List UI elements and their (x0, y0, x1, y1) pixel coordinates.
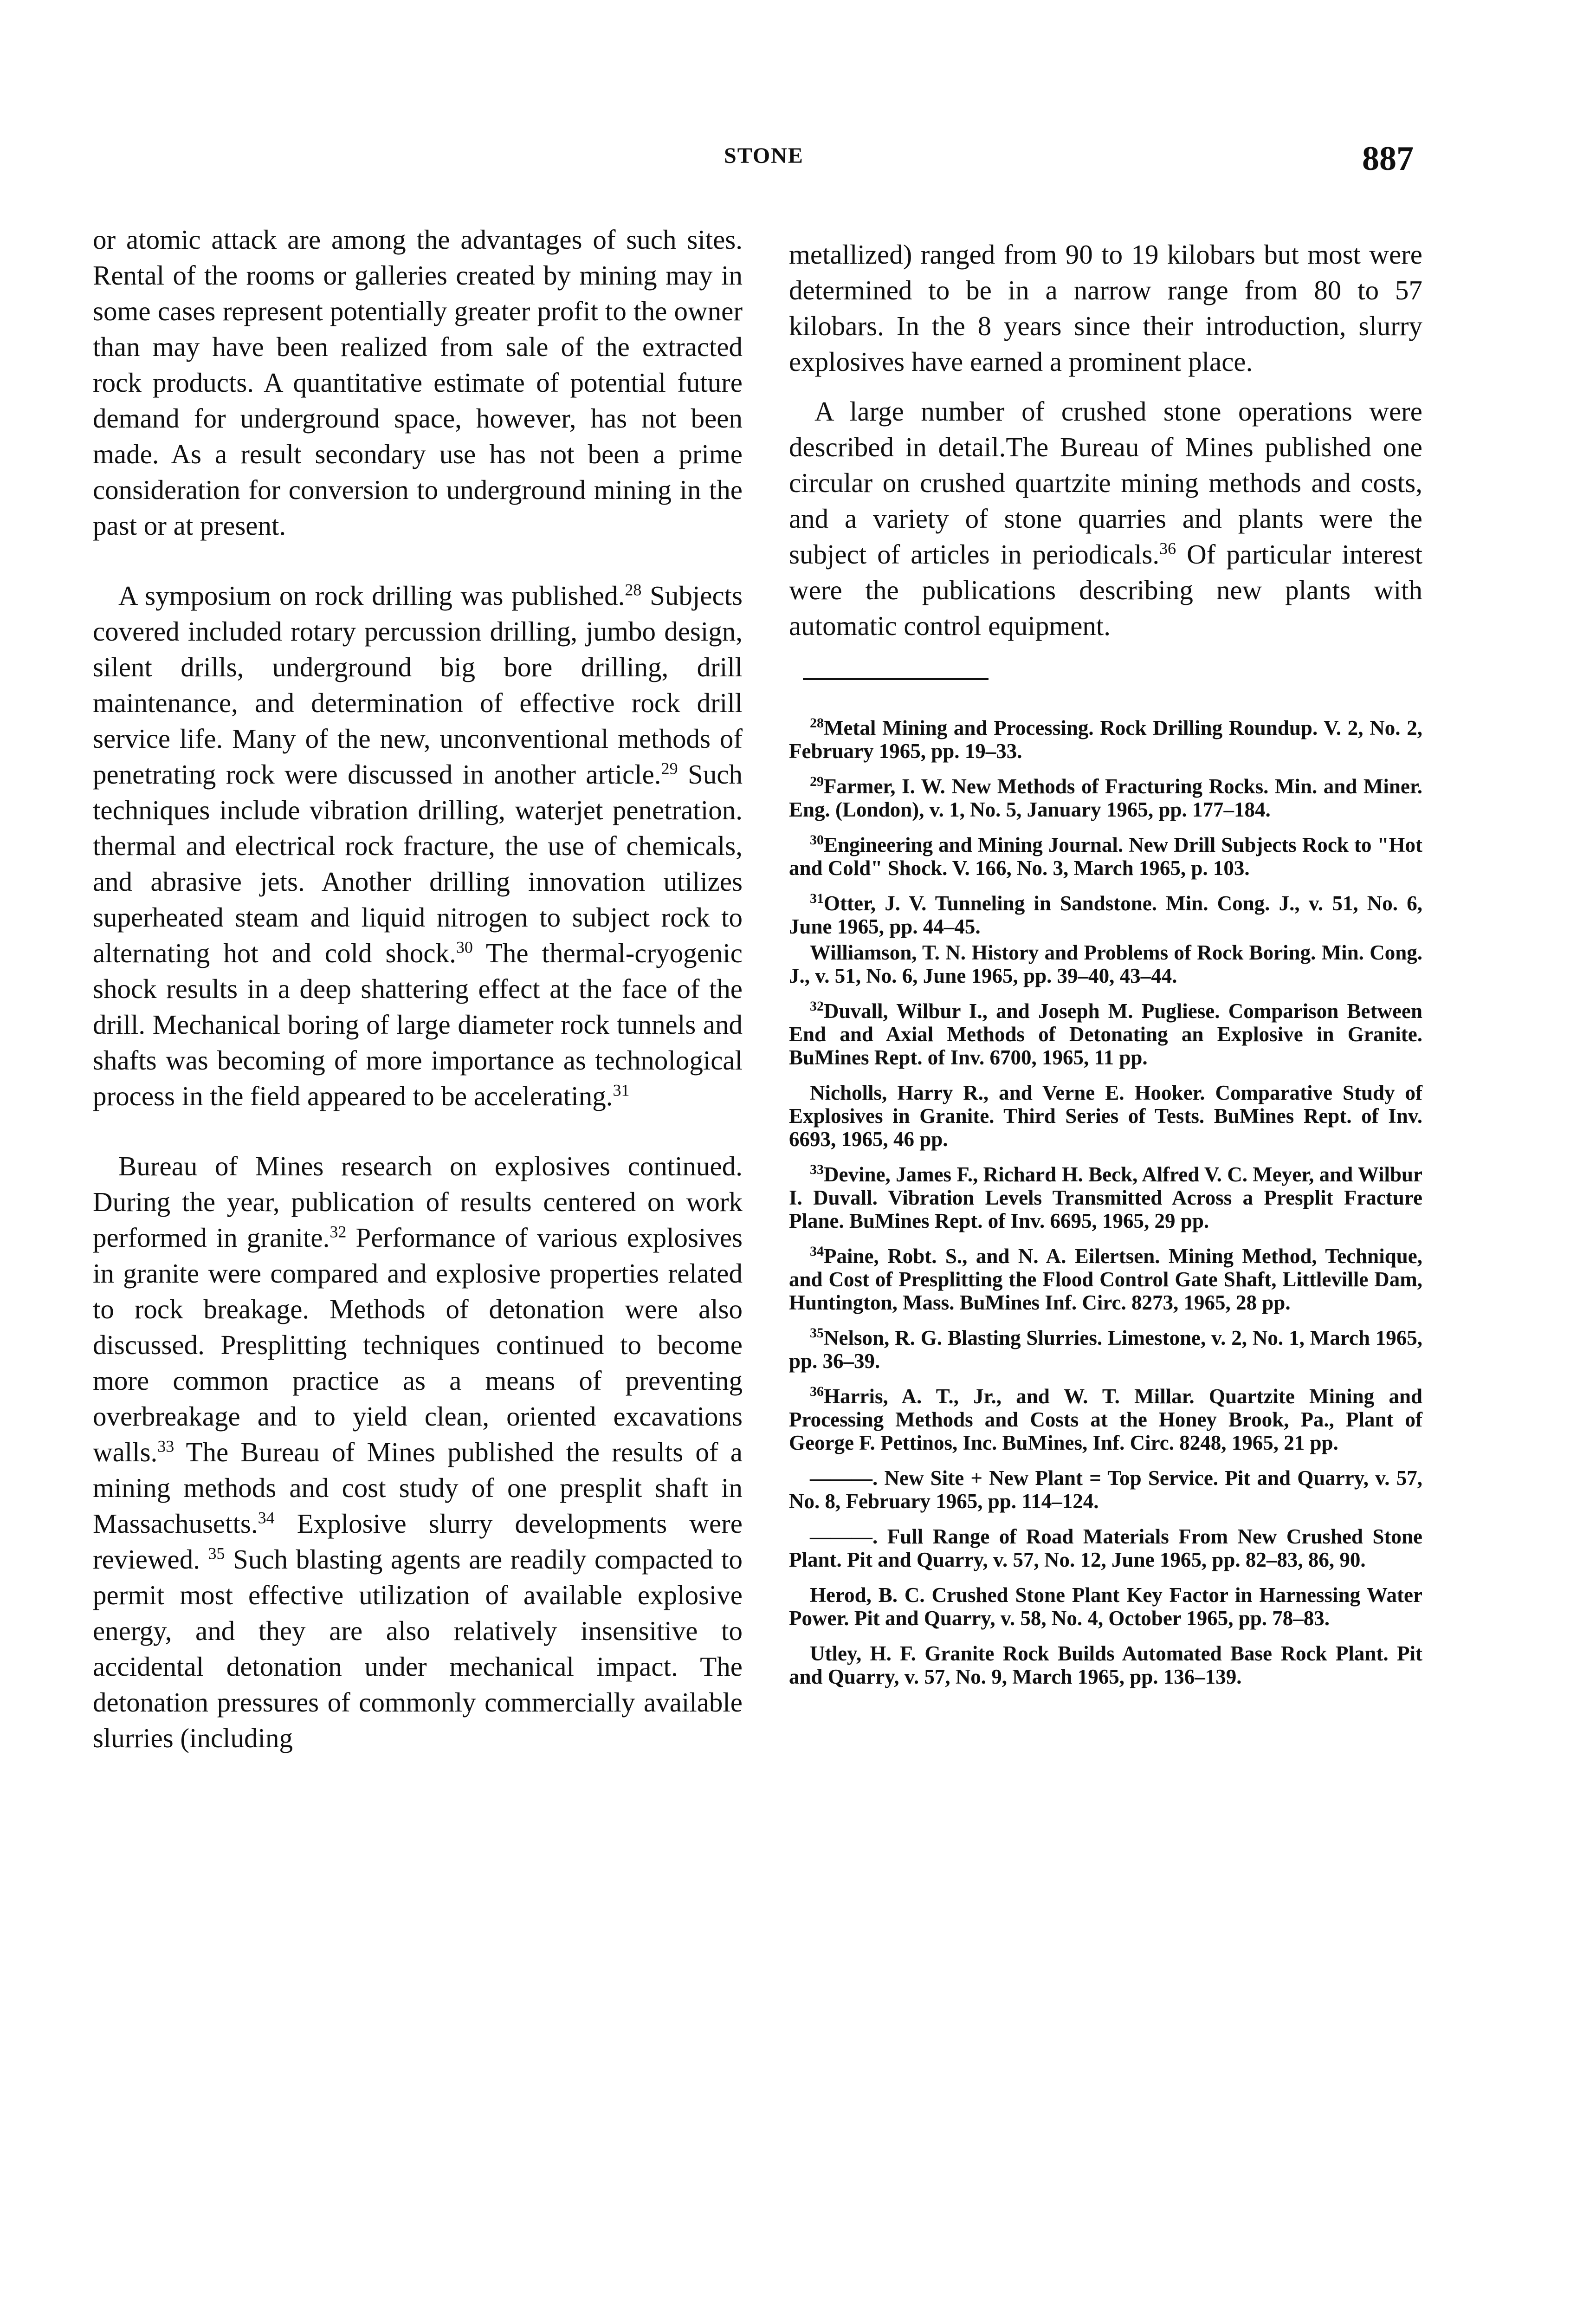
footnote-number: 28 (810, 715, 824, 731)
footnote-number: 32 (810, 998, 824, 1014)
page-title: STONE (724, 143, 804, 168)
paragraph-text: A large number of crushed stone operations were described in detail.The Bureau of Mines published one circular on crushed quartzite mining methods and costs, and a variety of stone quarries and plants were the subject of articles in periodicals. (789, 396, 1422, 570)
running-header (0, 139, 1596, 176)
body-paragraph: metallized) ranged from 90 to 19 kilobars but most were determined to be in a narrow range from 80 to 57 kilobars. In the 8 years since their introduction, slurry explosives have earned a prominent place. (789, 239, 1422, 377)
footnote (789, 1081, 1422, 1151)
footnote (789, 1466, 1422, 1513)
footnote (789, 833, 1422, 880)
paragraph-text: The Bureau of Mines published the results of a mining methods and cost study of one presplit shaft in Massachusetts. (93, 1437, 743, 1539)
paragraph-text: Such blasting agents are readily compacted to permit most effective utilization of available explosive energy, and they are also relatively insensitive to accidental detonation under mechanical impact. The detonation pressures of commonly commercially available slurries (including (93, 1544, 743, 1753)
footnote-divider (803, 678, 989, 680)
footnote-text: Paine, Robt. S., and N. A. Eilertsen. Mining Method, Technique, and Cost of Presplitting the Flood Control Gate Shaft, Littleville Dam, Huntington, Mass. BuMines Inf. Circ. 8273, 1965, 28 pp. (789, 1245, 1422, 1314)
footnote (789, 1385, 1422, 1454)
footnote-reference: 35 (208, 1544, 225, 1563)
footnote-text: Harris, A. T., Jr., and W. T. Millar. Quartzite Mining and Processing Methods and Costs at the Honey Brook, Pa., Plant of George F. Pettinos, Inc. BuMines, Inf. Circ. 8248, 1965, 21 pp. (789, 1385, 1422, 1454)
footnote-reference: 32 (330, 1222, 347, 1241)
footnote-reference: 30 (456, 938, 473, 957)
footnote (789, 1163, 1422, 1232)
paragraph-text: Subjects covered included rotary percussion drilling, jumbo design, silent drills, underground big bore drilling, drill maintenance, and determination of effective rock drill service life. Many of the new, unconventional methods of penetrating rock were discussed in another article. (93, 580, 743, 790)
footnote-reference: 36 (1159, 539, 1176, 558)
footnote (789, 1525, 1422, 1571)
footnote-text: Williamson, T. N. History and Problems of Rock Boring. Min. Cong. J., v. 51, No. 6, June 1965, pp. 39–40, 43–44. (789, 941, 1422, 987)
footnote-text: Nelson, R. G. Blasting Slurries. Limestone, v. 2, No. 1, March 1965, pp. 36–39. (789, 1326, 1422, 1373)
footnote-reference: 31 (613, 1081, 630, 1100)
footnote-number: 29 (810, 774, 824, 789)
footnote (789, 1245, 1422, 1314)
footnote-number: 30 (810, 832, 824, 848)
footnote (789, 999, 1422, 1069)
body-paragraph (93, 1148, 743, 1756)
paragraph-text: Of particular interest were the publications describing new plants with automatic control equipment. (789, 539, 1422, 641)
footnote-text: Engineering and Mining Journal. New Drill Subjects Rock to "Hot and Cold" Shock. V. 166, No. 3, March 1965, p. 103. (789, 833, 1422, 880)
paragraph-text: Performance of various explosives in granite were compared and explosive properties related to rock breakage. Methods of detonation were also discussed. Presplitting techniques continued to become more common practice as a means of preventing overbreakage and to yield clean, oriented excavations walls. (93, 1222, 743, 1467)
footnote-text: Metal Mining and Processing. Rock Drilling Roundup. V. 2, No. 2, February 1965, pp. 19–33. (789, 716, 1422, 763)
footnotes-list (789, 716, 1422, 1688)
body-paragraph (93, 578, 743, 1114)
footnote-text: Utley, H. F. Granite Rock Builds Automated Base Rock Plant. Pit and Quarry, v. 57, No. 9, March 1965, pp. 136–139. (789, 1642, 1422, 1688)
footnote-text: Devine, James F., Richard H. Beck, Alfred V. C. Meyer, and Wilbur I. Duvall. Vibration Levels Transmitted Across a Presplit Fracture Plane. BuMines Rept. of Inv. 6695, 1965, 29 pp. (789, 1163, 1422, 1232)
footnote-text: Herod, B. C. Crushed Stone Plant Key Factor in Harnessing Water Power. Pit and Quarry, v. 58, No. 4, October 1965, pp. 78–83. (789, 1583, 1422, 1630)
footnote (789, 1642, 1422, 1688)
right-column (789, 237, 1422, 1700)
footnote-text: Otter, J. V. Tunneling in Sandstone. Min. Cong. J., v. 51, No. 6, June 1965, pp. 44–45. (789, 892, 1422, 938)
footnote-number: 33 (810, 1162, 824, 1177)
footnote (789, 941, 1422, 987)
body-paragraph: or atomic attack are among the advantages of such sites. Rental of the rooms or galleries created by mining may in some cases represent potentially greater profit to the owner than may have been realized from sale of the extracted rock products. A quantitative estimate of potential future demand for underground space, however, has not been made. As a result secondary use has not been a prime consideration for conversion to underground mining in the past or at present. (93, 224, 743, 541)
footnote-text: Duvall, Wilbur I., and Joseph M. Pugliese. Comparison Between End and Axial Methods of Detonating an Explosive in Granite. BuMines Rept. of Inv. 6700, 1965, 11 pp. (789, 999, 1422, 1069)
footnote-text: ———. New Site + New Plant = Top Service. Pit and Quarry, v. 57, No. 8, February 1965, pp. 114–124. (789, 1466, 1422, 1513)
footnote-reference: 28 (625, 580, 642, 599)
footnote-reference: 33 (157, 1437, 174, 1456)
paragraph-text: The thermal-cryogenic shock results in a deep shattering effect at the face of the drill. Mechanical boring of large diameter rock tunnels and shafts was becoming of more importance as technological process in the field appeared to be accelerating. (93, 938, 743, 1111)
footnote (789, 1326, 1422, 1373)
footnote (789, 1583, 1422, 1630)
footnote (789, 716, 1422, 763)
page-number: 887 (1362, 140, 1414, 178)
left-column (93, 222, 743, 1790)
paragraph-text: Explosive slurry developments were reviewed. (93, 1508, 743, 1575)
footnote-text: Farmer, I. W. New Methods of Fracturing Rocks. Min. and Miner. Eng. (London), v. 1, No. 5, January 1965, pp. 177–184. (789, 775, 1422, 821)
footnote-number: 34 (810, 1244, 824, 1259)
footnote-text: Nicholls, Harry R., and Verne E. Hooker. Comparative Study of Explosives in Granite. Third Series of Tests. BuMines Rept. of Inv. 6693, 1965, 46 pp. (789, 1081, 1422, 1151)
footnote-number: 36 (810, 1384, 824, 1399)
paragraph-text: A symposium on rock drilling was published. (118, 580, 625, 611)
footnote-reference: 29 (661, 759, 678, 778)
footnote-text: ———. Full Range of Road Materials From New Crushed Stone Plant. Pit and Quarry, v. 57, No. 12, June 1965, pp. 82–83, 86, 90. (789, 1525, 1422, 1571)
paragraph-text: Such techniques include vibration drilling, waterjet penetration. thermal and electrical rock fracture, the use of chemicals, and abrasive jets. Another drilling innovation utilizes superheated steam and liquid nitrogen to subject rock to alternating hot and cold shock. (93, 759, 743, 968)
footnote (789, 892, 1422, 938)
footnote-number: 35 (810, 1325, 824, 1341)
paragraph-text: Bureau of Mines research on explosives continued. During the year, publication of results centered on work performed in granite. (93, 1151, 743, 1253)
footnote-number: 31 (810, 891, 824, 906)
body-paragraph (789, 394, 1422, 644)
footnote (789, 775, 1422, 821)
footnote-reference: 34 (258, 1508, 275, 1527)
